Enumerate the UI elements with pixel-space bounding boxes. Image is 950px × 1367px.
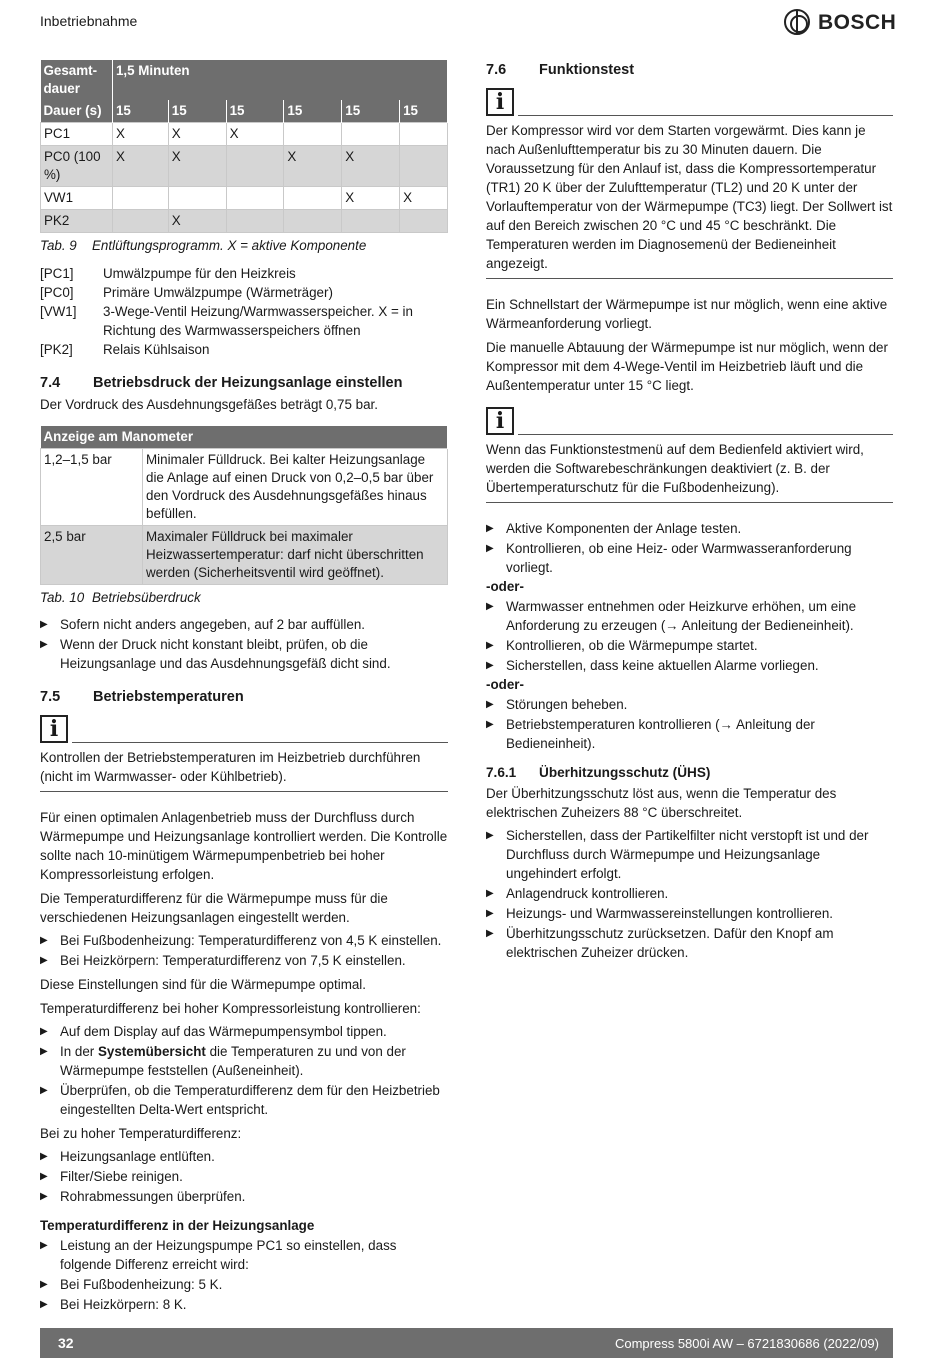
heading-number: 7.4 <box>40 375 61 391</box>
table-cell <box>400 210 448 233</box>
list-item: ▶ Bei Fußbodenheizung: 5 K. <box>40 1275 448 1294</box>
bullet-list <box>40 1236 448 1314</box>
caption-text: Entlüftungsprogramm. X = aktive Komponente <box>92 238 367 253</box>
paragraph: Der Überhitzungsschutz löst aus, wenn die Temperatur des elektrischen Zuheizers 88 °C überschreitet. <box>486 786 837 820</box>
legend-key: [PC1] <box>40 266 74 281</box>
table-row <box>41 123 448 146</box>
caption-number: Tab. 10 <box>40 590 85 605</box>
table-row <box>41 187 448 210</box>
legend-text: Umwälzpumpe für den Heizkreis <box>103 266 296 281</box>
caption-text: Betriebsüberdruck <box>92 590 201 605</box>
table-cell <box>168 187 226 210</box>
info-text: Kontrollen der Betriebstemperaturen im Heizbetrieb durchführen (nicht im Warmwasser- oder Kühlbetrieb). <box>40 748 448 792</box>
list-item <box>40 1042 448 1080</box>
table-header-cell: 15 <box>112 100 168 123</box>
list-item: ▶ Kontrollieren, ob die Wärmepumpe startet. <box>486 636 893 655</box>
table-cell: X <box>400 187 448 210</box>
bullet-list <box>40 1147 448 1206</box>
table-row <box>41 449 448 526</box>
table-cell: X <box>168 123 226 146</box>
right-column <box>486 60 893 962</box>
table-cell <box>284 123 342 146</box>
table-header-cell: Dauer (s) <box>41 100 113 123</box>
table-cell: VW1 <box>41 187 113 210</box>
table-header-cell: 15 <box>400 100 448 123</box>
heading-7-5 <box>40 687 448 707</box>
legend-item <box>40 283 448 302</box>
list-item: ▶ Wenn der Druck nicht konstant bleibt, prüfen, ob die Heizungsanlage und das Ausdehnungsgefäß dicht sind. <box>40 635 448 673</box>
list-item: ▶ Störungen beheben. <box>486 695 893 714</box>
legend-item <box>40 264 448 283</box>
table-cell: Minimaler Fülldruck. Bei kalter Heizungsanlage die Anlage auf einen Druck von 0,2–0,5 bar über den Vordruck des Ausdehnungsgefäßes hinaus befüllen. <box>143 449 448 526</box>
bullet-list <box>486 519 893 577</box>
list-item: ▶ Aktive Komponenten der Anlage testen. <box>486 519 893 538</box>
table-row <box>41 526 448 585</box>
table-cell: Maximaler Fülldruck bei maximaler Heizwassertemperatur: darf nicht überschritten werden (Sicherheitsventil wird geöffnet). <box>143 526 448 585</box>
document-id: Compress 5800i AW – 6721830686 (2022/09) <box>614 1335 879 1351</box>
legend-text: Primäre Umwälzpumpe (Wärmeträger) <box>103 285 333 300</box>
page-number: 32 <box>58 1334 74 1351</box>
table-header-cell: 15 <box>342 100 400 123</box>
legend-item <box>40 340 448 359</box>
list-item: ▶ Überhitzungsschutz zurücksetzen. Dafür den Knopf am elektrischen Zuheizer drücken. <box>486 924 893 962</box>
table-cell <box>284 210 342 233</box>
table-header-cell: 15 <box>284 100 342 123</box>
info-text: Wenn das Funktionstestmenü auf dem Bedienfeld aktiviert wird, werden die Softwarebeschränkungen deaktiviert (z. B. der Übertemperaturschutz für die Fußbodenheizung). <box>486 440 893 503</box>
table-cell: X <box>112 146 168 187</box>
menu-term: Systemübersicht <box>97 1044 206 1059</box>
bullet-list <box>486 826 893 962</box>
text-span: die Temperaturen zu und von der Wärmepumpe feststellen (Außeneinheit). <box>60 1044 406 1078</box>
paragraph: Diese Einstellungen sind für die Wärmepumpe optimal. <box>40 977 366 992</box>
info-box <box>486 88 893 279</box>
table-caption <box>40 236 448 255</box>
list-item: ▶ Kontrollieren, ob eine Heiz- oder Warmwasseranforderung vorliegt. <box>486 539 893 577</box>
list-item: ▶ Bei Heizkörpern: Temperaturdifferenz von 7,5 K einstellen. <box>40 951 448 970</box>
legend-list <box>40 264 448 359</box>
heading-text: Überhitzungsschutz (ÜHS) <box>539 765 711 780</box>
table-caption <box>40 588 448 607</box>
table-cell: X <box>112 123 168 146</box>
list-item: ▶ Bei Heizkörpern: 8 K. <box>40 1295 448 1314</box>
legend-key: [PC0] <box>40 285 74 300</box>
table-cell: X <box>168 146 226 187</box>
bullet-list <box>486 695 893 753</box>
legend-item <box>40 302 448 340</box>
table-cell: PK2 <box>41 210 113 233</box>
table-header-cell: 15 <box>168 100 226 123</box>
list-item: ▶ Auf dem Display auf das Wärmepumpensymbol tippen. <box>40 1022 448 1041</box>
bullet-list <box>40 931 448 970</box>
table-cell: X <box>284 146 342 187</box>
heading-7-4 <box>40 373 448 393</box>
paragraph: Ein Schnellstart der Wärmepumpe ist nur möglich, wenn eine aktive Wärmeanforderung vorliegt. <box>486 297 888 331</box>
info-text: Der Kompressor wird vor dem Starten vorgewärmt. Dies kann je nach Außenlufttemperatur bis zu 30 Minuten dauern. Die Voraussetzung für den Anlauf ist, dass die Kompressortemperatur (TR1) 20 K über der Zulufttemperatur (TL2) und 20 K unter der Vorlauftemperatur von der Wärmepumpe (TC3) liegt. Der Sollwert ist auf den Bereich zwischen 20 °C und 45 °C beschränkt. Die Temperaturen werden im Diagnosemenü der Bedieneinheit angezeigt. <box>486 121 893 279</box>
section-title: Inbetriebnahme <box>40 13 138 29</box>
heading-number: 7.6.1 <box>486 765 517 780</box>
heading-text: Betriebsdruck der Heizungsanlage einstellen <box>93 375 403 391</box>
list-item: ▶ Leistung an der Heizungspumpe PC1 so einstellen, dass folgende Differenz erreicht wird: <box>40 1236 448 1274</box>
subheading: Temperaturdifferenz in der Heizungsanlage <box>40 1218 315 1233</box>
table-cell <box>342 210 400 233</box>
info-box <box>486 407 893 503</box>
brand-name: BOSCH <box>818 10 897 34</box>
alternative-label: -oder- <box>486 677 524 692</box>
list-item: ▶ Sofern nicht anders angegeben, auf 2 bar auffüllen. <box>40 615 448 634</box>
heading-7-6 <box>486 60 893 80</box>
alternative-label: -oder- <box>486 579 524 594</box>
heading-7-6-1 <box>486 763 893 782</box>
legend-text: Relais Kühlsaison <box>103 342 210 357</box>
table-header-cell: Gesamt-dauer <box>41 60 113 100</box>
list-item: ▶ Sicherstellen, dass der Partikelfilter nicht verstopft ist und der Durchfluss durch Wärmepumpe und Heizungsanlage ungehindert erfolgt. <box>486 826 893 883</box>
list-item: ▶ Rohrabmessungen überprüfen. <box>40 1187 448 1206</box>
table-cell: 1,2–1,5 bar <box>41 449 143 526</box>
table-cell: X <box>226 123 284 146</box>
list-item: ▶ Heizungs- und Warmwassereinstellungen kontrollieren. <box>486 904 893 923</box>
left-column <box>40 60 448 1314</box>
divider <box>518 115 893 116</box>
table-row <box>41 210 448 233</box>
table-cell <box>284 187 342 210</box>
info-box <box>40 715 448 792</box>
table-cell <box>226 210 284 233</box>
list-item: ▶ Überprüfen, ob die Temperaturdifferenz dem für den Heizbetrieb eingestellten Delta-Wert entspricht. <box>40 1081 448 1119</box>
list-item: ▶ Filter/Siebe reinigen. <box>40 1167 448 1186</box>
paragraph: Die manuelle Abtauung der Wärmepumpe ist nur möglich, wenn der Kompressor mit dem 4-Wege-Ventil im Heizbetrieb läuft und die Außentemperatur unter 15 °C liegt. <box>486 340 888 393</box>
table-cell: X <box>168 210 226 233</box>
bullet-list <box>486 597 893 675</box>
heading-text: Funktionstest <box>539 62 635 78</box>
list-item: ▶ Bei Fußbodenheizung: Temperaturdifferenz von 4,5 K einstellen. <box>40 931 448 950</box>
list-item: ▶ Warmwasser entnehmen oder Heizkurve erhöhen, um eine Anforderung zu erzeugen (→ Anleitung der Bedieneinheit). <box>486 597 893 635</box>
caption-number: Tab. 9 <box>40 238 77 253</box>
table-9 <box>40 60 448 233</box>
divider <box>72 742 448 743</box>
bosch-armature-icon <box>784 9 810 35</box>
text-span: In der <box>60 1044 98 1059</box>
bullet-list <box>40 1022 448 1119</box>
table-cell: 2,5 bar <box>41 526 143 585</box>
paragraph: Der Vordruck des Ausdehnungsgefäßes beträgt 0,75 bar. <box>40 397 378 412</box>
legend-key: [PK2] <box>40 342 73 357</box>
table-cell <box>226 146 284 187</box>
paragraph: Die Temperaturdifferenz für die Wärmepumpe muss für die verschiedenen Heizungsanlagen eingestellt werden. <box>40 891 388 925</box>
table-cell <box>112 187 168 210</box>
table-row <box>41 146 448 187</box>
info-icon: i <box>40 715 68 743</box>
bullet-list <box>40 615 448 673</box>
paragraph: Für einen optimalen Anlagenbetrieb muss der Durchfluss durch Wärmepumpe und Heizungsanlage kontrolliert werden. Die Kontrolle sollte nach 10-minütigem Wärmepumpenbetrieb bei hoher Kompressorleistung erfolgen. <box>40 810 448 882</box>
list-item: ▶ Sicherstellen, dass keine aktuellen Alarme vorliegen. <box>486 656 893 675</box>
table-header-cell: 15 <box>226 100 284 123</box>
table-cell <box>226 187 284 210</box>
heading-text: Betriebstemperaturen <box>93 689 244 705</box>
table-cell <box>400 146 448 187</box>
bosch-logo <box>784 9 896 35</box>
paragraph: Temperaturdifferenz bei hoher Kompressorleistung kontrollieren: <box>40 1001 421 1016</box>
table-cell <box>342 123 400 146</box>
table-10 <box>40 426 448 585</box>
info-icon: i <box>486 88 514 116</box>
list-item: ▶ Betriebstemperaturen kontrollieren (→ Anleitung der Bedieneinheit). <box>486 715 893 753</box>
table-header-cell: Anzeige am Manometer <box>41 426 448 449</box>
table-cell: X <box>342 187 400 210</box>
list-item: ▶ Anlagendruck kontrollieren. <box>486 884 893 903</box>
heading-number: 7.6 <box>486 62 507 78</box>
table-cell <box>400 123 448 146</box>
divider <box>518 434 893 435</box>
page-footer <box>40 1328 893 1358</box>
info-icon: i <box>486 407 514 435</box>
legend-text: 3-Wege-Ventil Heizung/Warmwasserspeicher. X = in Richtung des Warmwasserspeichers öffnen <box>103 304 413 338</box>
table-cell: PC1 <box>41 123 113 146</box>
table-header-cell: 1,5 Minuten <box>112 60 447 100</box>
table-cell: PC0 (100 %) <box>41 146 113 187</box>
heading-number: 7.5 <box>40 689 61 705</box>
table-cell <box>112 210 168 233</box>
table-cell: X <box>342 146 400 187</box>
legend-key: [VW1] <box>40 304 77 319</box>
list-item: ▶ Heizungsanlage entlüften. <box>40 1147 448 1166</box>
paragraph: Bei zu hoher Temperaturdifferenz: <box>40 1126 242 1141</box>
